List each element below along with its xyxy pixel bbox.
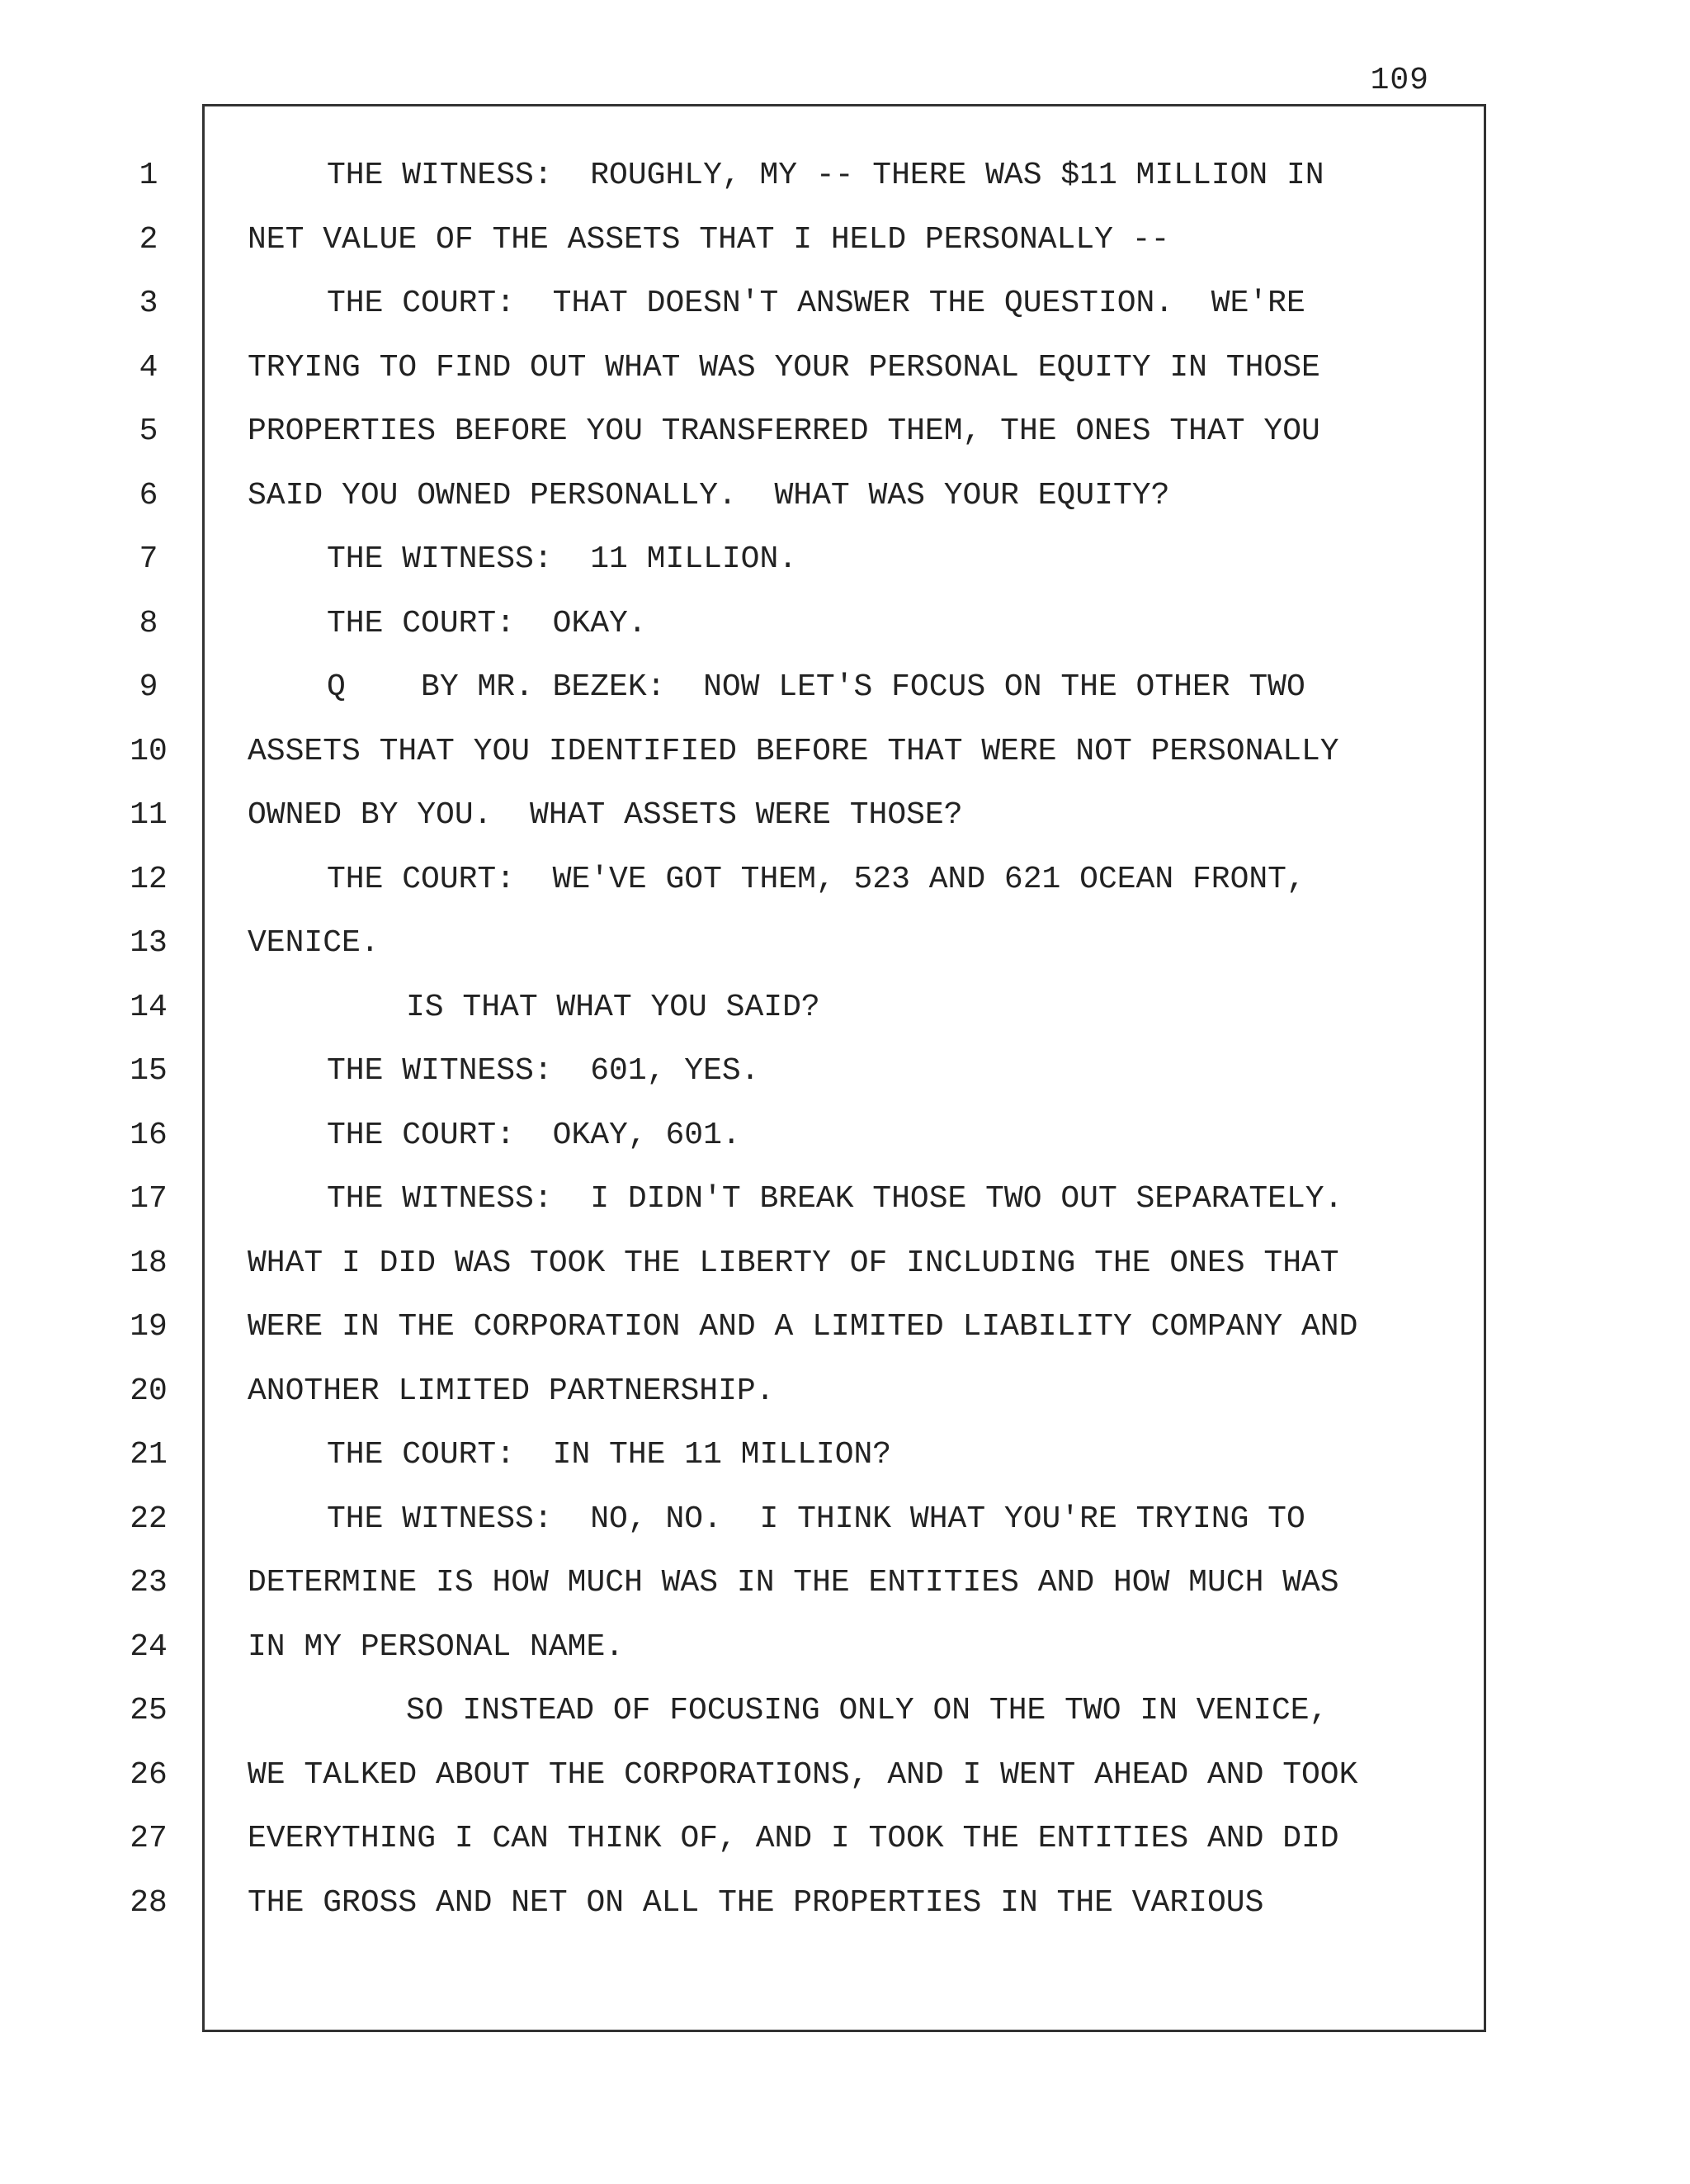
line-number: 24 [130,1629,168,1665]
transcript-line: THE COURT: IN THE 11 MILLION? [327,1437,892,1473]
transcript-line: THE GROSS AND NET ON ALL THE PROPERTIES IN THE VARIOUS [248,1884,1264,1921]
transcript-line: THE COURT: OKAY, 601. [327,1117,741,1153]
line-number: 8 [139,605,158,641]
transcript-line: ANOTHER LIMITED PARTNERSHIP. [248,1373,775,1409]
transcript-line: Q BY MR. BEZEK: NOW LET'S FOCUS ON THE OTHER TWO [327,669,1305,705]
line-number: 22 [130,1501,168,1537]
line-number: 18 [130,1245,168,1281]
transcript-line: THE WITNESS: 601, YES. [327,1053,760,1089]
line-number: 1 [139,158,158,193]
line-number: 14 [130,989,168,1025]
line-number: 9 [139,669,158,705]
transcript-line: PROPERTIES BEFORE YOU TRANSFERRED THEM, THE ONES THAT YOU [248,414,1320,449]
transcript-line: IN MY PERSONAL NAME. [248,1629,625,1665]
line-number: 4 [139,349,158,385]
line-number: 17 [130,1181,168,1217]
transcript-line: DETERMINE IS HOW MUCH WAS IN THE ENTITIES AND HOW MUCH WAS [248,1565,1339,1600]
line-number: 23 [130,1565,168,1600]
transcript-line: THE WITNESS: 11 MILLION. [327,541,798,577]
line-number: 28 [130,1884,168,1921]
line-number: 26 [130,1756,168,1793]
transcript-line: THE WITNESS: I DIDN'T BREAK THOSE TWO OUT SEPARATELY. [327,1181,1343,1217]
transcript-line: THE COURT: OKAY. [327,605,647,641]
line-number: 15 [130,1053,168,1089]
line-number: 25 [130,1693,168,1728]
line-number: 11 [130,797,168,833]
line-number: 27 [130,1821,168,1856]
transcript-line: NET VALUE OF THE ASSETS THAT I HELD PERSONALLY -- [248,221,1170,258]
page-number: 109 [1370,63,1429,98]
transcript-line: SAID YOU OWNED PERSONALLY. WHAT WAS YOUR EQUITY? [248,477,1170,513]
line-number: 19 [130,1309,168,1345]
line-number: 2 [139,221,158,258]
line-number: 3 [139,286,158,321]
transcript-line: THE WITNESS: NO, NO. I THINK WHAT YOU'RE TRYING TO [327,1501,1305,1537]
transcript-line: OWNED BY YOU. WHAT ASSETS WERE THOSE? [248,797,963,833]
transcript-line: TRYING TO FIND OUT WHAT WAS YOUR PERSONAL EQUITY IN THOSE [248,349,1320,385]
transcript-line: WHAT I DID WAS TOOK THE LIBERTY OF INCLUDING THE ONES THAT [248,1245,1339,1281]
line-number: 6 [139,477,158,513]
transcript-line: EVERYTHING I CAN THINK OF, AND I TOOK THE ENTITIES AND DID [248,1821,1339,1856]
transcript-line: VENICE. [248,925,380,961]
line-number: 5 [139,414,158,449]
transcript-line: SO INSTEAD OF FOCUSING ONLY ON THE TWO IN VENICE, [406,1693,1329,1728]
line-number: 13 [130,925,168,961]
line-number: 16 [130,1117,168,1153]
transcript-line: IS THAT WHAT YOU SAID? [406,989,820,1025]
transcript-line: WERE IN THE CORPORATION AND A LIMITED LIABILITY COMPANY AND [248,1309,1358,1345]
line-number: 10 [130,733,168,769]
transcript-line: WE TALKED ABOUT THE CORPORATIONS, AND I WENT AHEAD AND TOOK [248,1756,1358,1793]
transcript-line: ASSETS THAT YOU IDENTIFIED BEFORE THAT WERE NOT PERSONALLY [248,733,1339,769]
line-number: 21 [130,1437,168,1473]
line-number: 12 [130,861,168,897]
line-number: 20 [130,1373,168,1409]
transcript-line: THE COURT: THAT DOESN'T ANSWER THE QUESTION. WE'RE [327,286,1305,321]
line-number: 7 [139,541,158,577]
transcript-line: THE COURT: WE'VE GOT THEM, 523 AND 621 OCEAN FRONT, [327,861,1305,897]
transcript-line: THE WITNESS: ROUGHLY, MY -- THERE WAS $11 MILLION IN [327,158,1324,193]
